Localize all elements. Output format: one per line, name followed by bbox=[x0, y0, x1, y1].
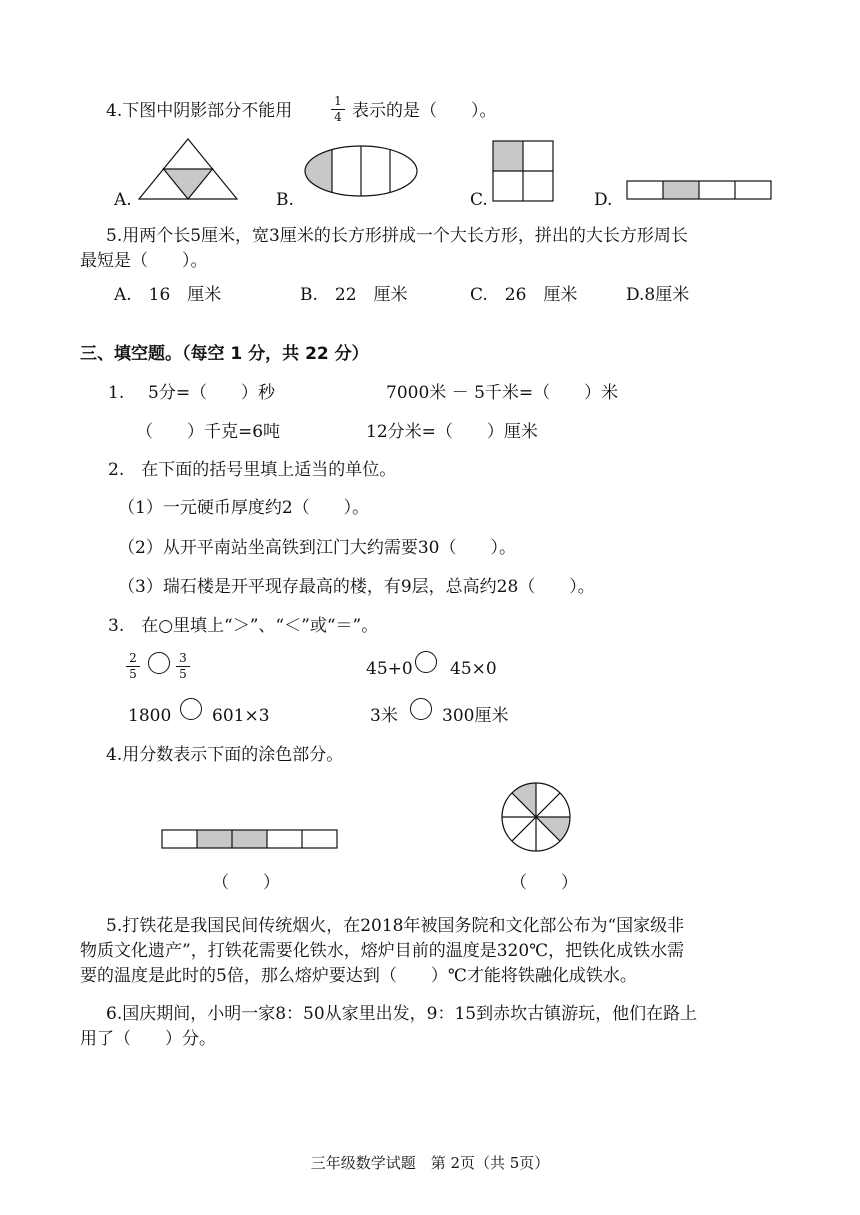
compare-3-left: 1800 bbox=[128, 706, 172, 726]
question-3-3-stem: 3. 在○里填上“＞”、“＜”或“＝”。 bbox=[108, 616, 379, 636]
question-3-5-line3: 要的温度是此时的5倍，那么熔炉要达到（ ）℃才能将铁融化成铁水。 bbox=[80, 966, 637, 986]
option-b-label: B. bbox=[276, 190, 294, 210]
fraction-numerator: 1 bbox=[334, 94, 342, 108]
question-3-4-stem: 4.用分数表示下面的涂色部分。 bbox=[106, 745, 344, 765]
question-3-2-item-1: （1）一元硬币厚度约2（ ）。 bbox=[118, 498, 370, 518]
question-3-1-number: 1. bbox=[108, 383, 125, 403]
triangle-figure bbox=[138, 138, 238, 200]
compare-2-left: 45+0 bbox=[366, 659, 413, 679]
square-grid-figure bbox=[493, 141, 553, 201]
compare-2-right: 45×0 bbox=[450, 659, 497, 679]
ellipse-figure bbox=[304, 145, 418, 197]
shaded-bar-figure bbox=[162, 830, 337, 848]
question-2-5-option-c: C. 26 厘米 bbox=[470, 285, 578, 305]
option-c-label: C. bbox=[470, 190, 488, 210]
shaded-circle-figure bbox=[501, 782, 571, 852]
question-2-5-line2: 最短是（ ）。 bbox=[80, 251, 208, 271]
question-3-6-line1: 6.国庆期间，小明一家8：50从家里出发，9：15到赤坎古镇游玩，他们在路上 bbox=[106, 1004, 698, 1024]
fraction-denominator: 5 bbox=[129, 667, 137, 681]
question-2-4-prefix: 4.下图中阴影部分不能用 bbox=[106, 101, 293, 121]
fraction-numerator: 2 bbox=[129, 651, 137, 665]
compare-circle-2[interactable] bbox=[415, 651, 437, 673]
compare-4-left: 3米 bbox=[370, 706, 398, 726]
question-2-5-option-b: B. 22 厘米 bbox=[300, 285, 408, 305]
fraction-numerator: 3 bbox=[179, 651, 187, 665]
question-3-1-b: 7000米 － 5千米=（ ）米 bbox=[386, 383, 619, 403]
question-3-4-blank-right[interactable]: （ ） bbox=[510, 873, 578, 893]
question-2-5-option-d: D.8厘米 bbox=[626, 285, 690, 305]
bar-figure bbox=[627, 181, 771, 199]
question-3-2-stem: 2. 在下面的括号里填上适当的单位。 bbox=[108, 460, 397, 480]
question-3-2-item-3: （3）瑞石楼是开平现存最高的楼，有9层，总高约28（ ）。 bbox=[118, 577, 595, 597]
question-3-4-blank-left[interactable]: （ ） bbox=[212, 873, 280, 893]
question-2-5-line1: 5.用两个长5厘米，宽3厘米的长方形拼成一个大长方形，拼出的大长方形周长 bbox=[106, 226, 688, 246]
compare-circle-1[interactable] bbox=[148, 652, 170, 674]
compare-circle-4[interactable] bbox=[410, 698, 432, 720]
question-3-2-item-2: （2）从开平南站坐高铁到江门大约需要30（ ）。 bbox=[118, 538, 516, 558]
question-3-5-line2: 物质文化遗产”，打铁花需要化铁水，熔炉目前的温度是320℃，把铁化成铁水需 bbox=[80, 941, 685, 961]
question-3-1-d: 12分米=（ ）厘米 bbox=[366, 422, 538, 442]
compare-circle-3[interactable] bbox=[180, 698, 202, 720]
fraction-one-quarter bbox=[331, 95, 345, 124]
compare-4-right: 300厘米 bbox=[442, 706, 509, 726]
section-3-title: 三、填空题。（每空 1 分，共 22 分） bbox=[80, 344, 369, 364]
question-3-1-c: （ ）千克=6吨 bbox=[136, 422, 281, 442]
fraction-three-fifths bbox=[176, 652, 190, 681]
compare-3-right: 601×3 bbox=[212, 706, 270, 726]
fraction-two-fifths bbox=[126, 652, 140, 681]
question-3-6-line2: 用了（ ）分。 bbox=[80, 1029, 216, 1049]
question-2-5-option-a: A. 16 厘米 bbox=[114, 285, 222, 305]
page-footer: 三年级数学试题 第 2页（共 5页） bbox=[310, 1154, 550, 1172]
fraction-denominator: 5 bbox=[179, 667, 187, 681]
question-2-4-suffix: 表示的是（ ）。 bbox=[352, 101, 497, 121]
fraction-denominator: 4 bbox=[334, 110, 342, 124]
question-3-5-line1: 5.打铁花是我国民间传统烟火，在2018年被国务院和文化部公布为“国家级非 bbox=[106, 916, 685, 936]
option-d-label: D. bbox=[594, 190, 613, 210]
option-a-label: A. bbox=[114, 190, 132, 210]
question-3-1-a: 5分=（ ）秒 bbox=[148, 383, 276, 403]
